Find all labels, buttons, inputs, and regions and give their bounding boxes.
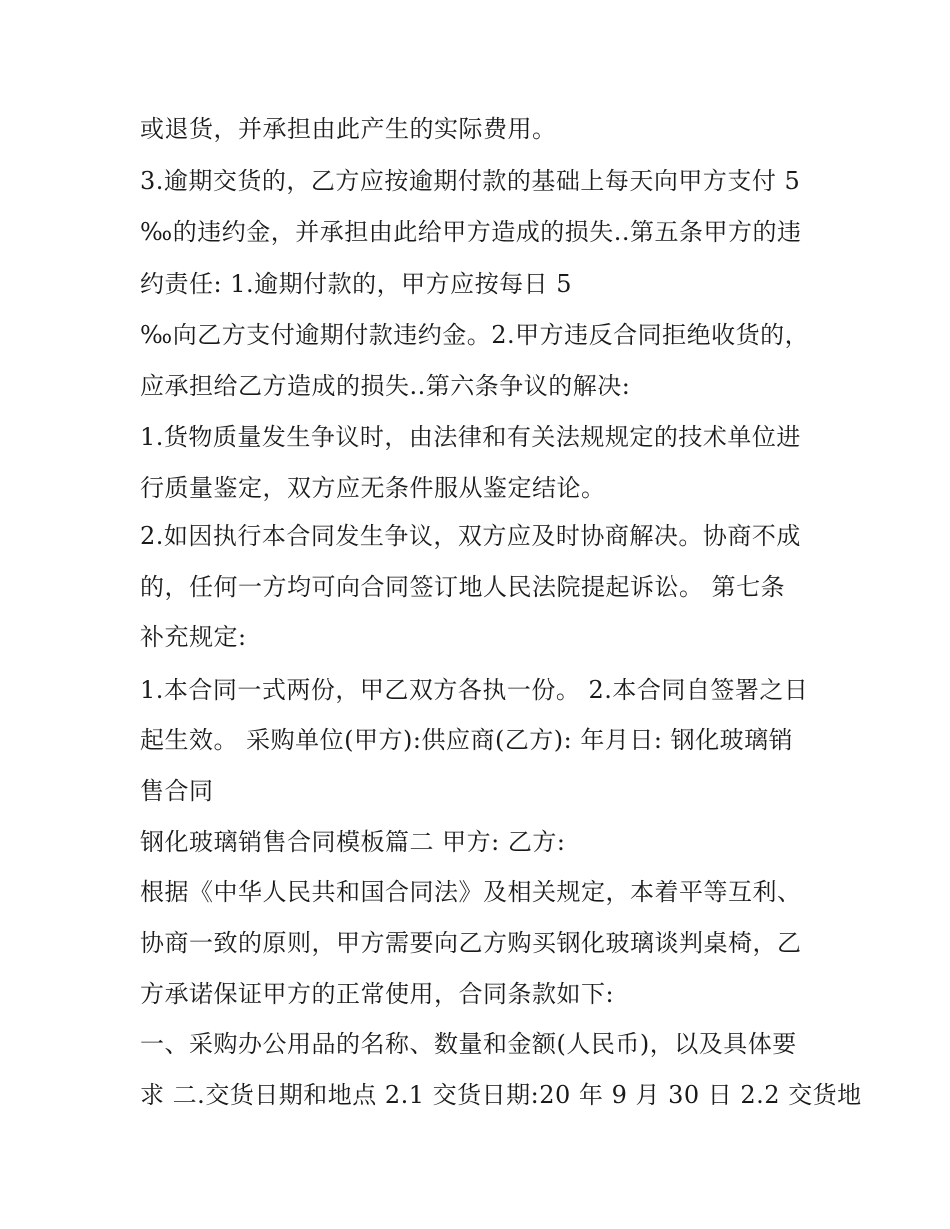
text-line: 一、采购办公用品的名称、数量和金额(人民币)，以及具体要	[140, 1030, 797, 1058]
text-line: 起生效。 采购单位(甲方):供应商(乙方): 年月日: 钢化玻璃销	[140, 726, 794, 754]
text-line: 补充规定:	[140, 623, 247, 651]
text-line: 约责任: 1.逾期付款的，甲方应按每日 5	[140, 270, 573, 298]
text-line: 方承诺保证甲方的正常使用，合同条款如下:	[140, 980, 615, 1008]
text-line: 根据《中华人民共和国合同法》及相关规定，本着平等互利、	[140, 878, 802, 906]
text-line: 行质量鉴定，双方应无条件服从鉴定结论。	[140, 474, 606, 502]
text-line: 钢化玻璃销售合同模板篇二 甲方: 乙方:	[140, 828, 566, 856]
text-line: 的，任何一方均可向合同签订地人民法院提起诉讼。 第七条	[140, 573, 786, 601]
text-line: ‰的违约金，并承担由此给甲方造成的损失..第五条甲方的违	[140, 218, 802, 246]
text-line: 2.如因执行本合同发生争议，双方应及时协商解决。协商不成	[140, 522, 801, 550]
text-line: 协商一致的原则，甲方需要向乙方购买钢化玻璃谈判桌椅，乙	[140, 929, 802, 957]
text-line: 求 二.交货日期和地点 2.1 交货日期:20 年 9 月 30 日 2.2 交货地	[140, 1081, 862, 1109]
text-line: 1.货物质量发生争议时，由法律和有关法规规定的技术单位进	[140, 423, 801, 451]
text-line: ‰向乙方支付逾期付款违约金。2.甲方违反合同拒绝收货的，	[140, 321, 810, 349]
text-line: 1.本合同一式两份，甲乙双方各执一份。 2.本合同自签署之日	[140, 676, 809, 704]
text-line: 应承担给乙方造成的损失..第六条争议的解决:	[140, 372, 631, 400]
text-line: 或退货，并承担由此产生的实际费用。	[140, 115, 557, 143]
text-line: 3.逾期交货的，乙方应按逾期付款的基础上每天向甲方支付 5	[140, 167, 801, 195]
text-line: 售合同	[140, 777, 214, 805]
